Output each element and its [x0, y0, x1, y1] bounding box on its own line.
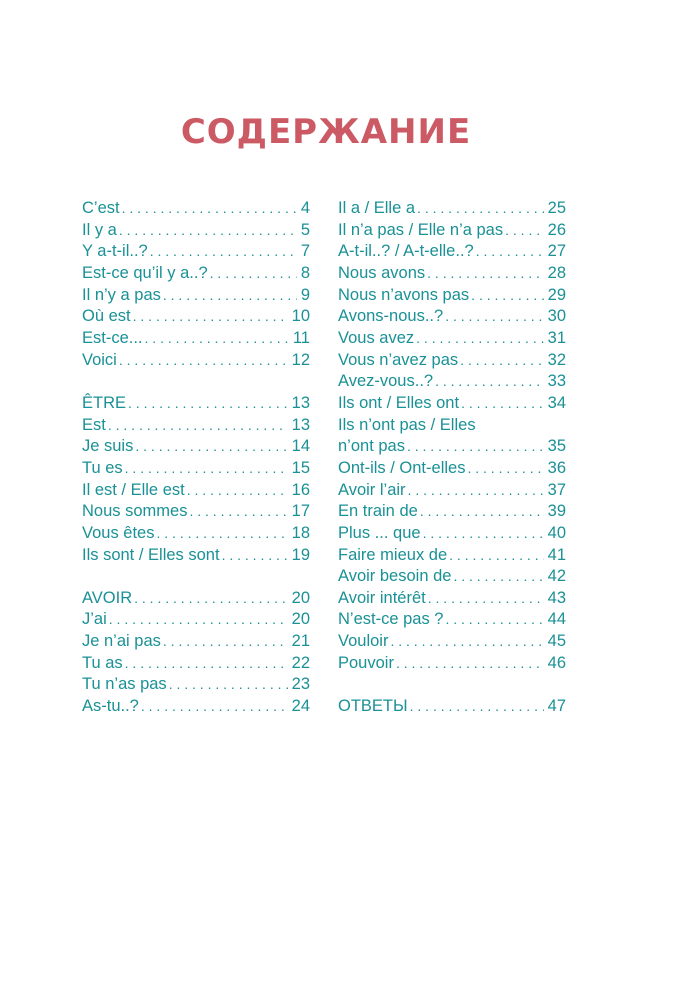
toc-entry-page: 10 [291, 307, 310, 326]
toc-dot-leader [435, 371, 544, 393]
toc-entry-page: 12 [291, 350, 310, 369]
toc-entry-label: Je suis [82, 437, 134, 456]
toc-entry[interactable] [82, 588, 310, 610]
toc-dot-leader [445, 609, 543, 631]
toc-entry-label: Je n’ai pas [82, 632, 161, 651]
toc-column-right [338, 198, 566, 718]
toc-entry[interactable] [82, 545, 310, 567]
toc-entry[interactable] [82, 609, 310, 631]
toc-entry[interactable] [82, 306, 310, 328]
toc-dot-leader [417, 198, 544, 220]
toc-dot-leader [125, 458, 288, 480]
toc-dot-leader [134, 588, 288, 610]
toc-entry-label: Avons-nous..? [338, 307, 444, 326]
toc-entry-label: C’est [82, 199, 120, 217]
toc-entry[interactable] [338, 306, 566, 328]
toc-dot-leader [169, 674, 288, 696]
toc-entry[interactable] [338, 458, 566, 480]
toc-entry-page: 43 [547, 588, 566, 607]
toc-entry-label: A-t-il..? / A-t-elle..? [338, 242, 474, 261]
toc-dot-leader [109, 609, 288, 631]
toc-entry-page: 23 [291, 675, 310, 694]
toc-entry-label: Est [82, 415, 106, 434]
toc-dot-leader [423, 523, 544, 545]
toc-entry-label: Il y a [82, 220, 117, 239]
toc-entry[interactable] [82, 350, 310, 372]
toc-dot-leader [135, 436, 287, 458]
toc-dot-leader [222, 545, 288, 567]
toc-dot-leader [476, 241, 544, 263]
toc-entry[interactable] [338, 198, 566, 220]
toc-entry-page: 4 [300, 199, 310, 217]
toc-entry-label: Avoir l’air [338, 480, 406, 499]
toc-entry-page: 46 [547, 653, 566, 672]
toc-entry-label: Ont-ils / Ont-elles [338, 458, 466, 477]
toc-entry[interactable] [82, 263, 310, 285]
toc-entry-label: Où est [82, 307, 131, 326]
toc-section-gap [82, 566, 310, 588]
toc-entry[interactable] [338, 523, 566, 545]
toc-entry[interactable] [338, 350, 566, 372]
toc-entry-page: 19 [291, 545, 310, 564]
toc-entry-page: 29 [547, 285, 566, 304]
toc-dot-leader [427, 263, 544, 285]
toc-entry-page: 37 [547, 480, 566, 499]
toc-dot-leader [150, 241, 297, 263]
toc-entry-label: Est-ce qu’il y a..? [82, 263, 208, 282]
toc-dot-leader [141, 696, 288, 718]
toc-dot-leader [163, 285, 297, 307]
toc-entry[interactable] [82, 328, 310, 350]
toc-dot-leader [416, 328, 544, 350]
toc-entry[interactable] [82, 501, 310, 523]
toc-entry-label: Avez-vous..? [338, 372, 434, 391]
toc-dot-leader [119, 220, 297, 242]
toc-entry[interactable] [338, 220, 566, 242]
toc-entry-label: Ils ont / Elles ont [338, 393, 460, 412]
toc-entry-page: 21 [291, 632, 310, 651]
toc-entry-label: Ils n’ont pas / Elles [338, 415, 476, 434]
toc-entry[interactable] [82, 523, 310, 545]
toc-entry[interactable] [338, 436, 566, 458]
toc-entry-page: 25 [547, 199, 566, 217]
toc-entry-page: 18 [291, 523, 310, 542]
toc-entry-label: ОТВЕТЫ [338, 697, 408, 716]
toc-entry-label: Vouloir [338, 632, 389, 651]
toc-entry-page: 26 [547, 220, 566, 239]
toc-dot-leader [133, 306, 288, 328]
toc-dot-leader [163, 631, 288, 653]
toc-entry-page: 20 [291, 588, 310, 607]
toc-entry[interactable] [338, 241, 566, 263]
toc-entry[interactable] [82, 436, 310, 458]
toc-entry-page: 24 [291, 697, 310, 716]
toc-entry-label: Avoir intérêt [338, 588, 426, 607]
toc-entry-label: En train de [338, 502, 418, 521]
toc-entry-label: Nous avons [338, 263, 426, 282]
toc-entry-page: 40 [547, 523, 566, 542]
toc-entry-page: 15 [291, 458, 310, 477]
toc-dot-leader [156, 523, 287, 545]
toc-dot-leader [396, 653, 544, 675]
toc-entry-page: 11 [292, 328, 310, 347]
toc-entry-label: N’est-ce pas ? [338, 610, 444, 629]
toc-entry[interactable] [338, 285, 566, 307]
toc-entry-page: 13 [291, 393, 310, 412]
toc-entry-page: 34 [547, 393, 566, 412]
toc-entry-page: 32 [547, 350, 566, 369]
toc-entry[interactable] [338, 501, 566, 523]
toc-entry-label: Il a / Elle a [338, 199, 416, 217]
toc-entry-label: Il n’y a pas [82, 285, 161, 304]
toc-entry[interactable] [82, 198, 310, 220]
toc-dot-leader [122, 198, 297, 220]
toc-entry-label: n’ont pas [338, 437, 405, 456]
toc-entry[interactable] [82, 674, 310, 696]
toc-column-left [82, 198, 310, 718]
toc-entry-page: 30 [547, 307, 566, 326]
toc-dot-leader [408, 480, 544, 502]
toc-dot-leader [119, 350, 288, 372]
toc-entry[interactable] [82, 653, 310, 675]
toc-dot-leader [128, 393, 288, 415]
toc-entry[interactable] [82, 415, 310, 437]
toc-entry-page: 14 [291, 437, 310, 456]
toc-entry[interactable] [82, 696, 310, 718]
toc-entry-label: Tu es [82, 458, 123, 477]
toc-entry[interactable] [338, 371, 566, 393]
toc-entry-label: As-tu..? [82, 697, 139, 716]
toc-dot-leader [471, 285, 543, 307]
toc-entry-label: Nous sommes [82, 502, 188, 521]
toc-entry[interactable] [338, 415, 566, 437]
toc-entry-page: 5 [300, 220, 310, 239]
toc-entry-label: Plus ... que [338, 523, 421, 542]
toc-entry-page: 33 [547, 372, 566, 391]
toc-entry-page: 42 [547, 567, 566, 586]
toc-entry[interactable] [338, 588, 566, 610]
toc-entry-page: 27 [547, 242, 566, 261]
toc-dot-leader [467, 458, 543, 480]
toc-section-gap [338, 674, 566, 696]
toc-entry[interactable] [338, 545, 566, 567]
toc-entry-label: Vous n’avez pas [338, 350, 459, 369]
toc-entry-page: 13 [291, 415, 310, 434]
toc-entry-label: Il n’a pas / Elle n’a pas [338, 220, 504, 239]
toc-entry[interactable] [82, 241, 310, 263]
toc-entry[interactable] [82, 480, 310, 502]
toc-entry-label: Faire mieux de [338, 545, 448, 564]
toc-entry-page: 39 [547, 502, 566, 521]
toc-entry[interactable] [338, 696, 566, 718]
page-title: СОДЕРЖАНИЕ [180, 112, 472, 152]
toc-entry-label: Tu n’as pas [82, 675, 167, 694]
toc-entry[interactable] [82, 631, 310, 653]
toc-entry[interactable] [338, 480, 566, 502]
toc-entry-page: 47 [547, 697, 566, 716]
toc-entry-page: 22 [291, 653, 310, 672]
toc-dot-leader [453, 566, 543, 588]
toc-entry[interactable] [338, 566, 566, 588]
toc-entry[interactable] [82, 393, 310, 415]
toc-dot-leader [145, 328, 289, 350]
toc-entry-page: 9 [300, 285, 310, 304]
toc-entry-label: Ils sont / Elles sont [82, 545, 220, 564]
toc-section-gap [82, 371, 310, 393]
toc-entry[interactable] [338, 631, 566, 653]
toc-entry[interactable] [82, 458, 310, 480]
toc-dot-leader [189, 501, 287, 523]
toc-dot-leader [428, 588, 544, 610]
toc-entry[interactable] [338, 393, 566, 415]
toc-dot-leader [460, 350, 543, 372]
toc-entry-label: Vous avez [338, 328, 415, 347]
toc-dot-leader [187, 480, 288, 502]
toc-entry-label: Y a-t-il..? [82, 242, 148, 261]
toc-entry-page: 44 [547, 610, 566, 629]
toc-entry[interactable] [82, 220, 310, 242]
toc-entry-label: ÊTRE [82, 393, 127, 412]
toc-entry-label: Est-ce... [82, 328, 143, 347]
toc-dot-leader [505, 220, 544, 242]
toc-dot-leader [410, 696, 544, 718]
toc-entry-page: 45 [547, 632, 566, 651]
toc-dot-leader [420, 501, 544, 523]
toc-dot-leader [108, 415, 288, 437]
toc-entry-page: 8 [300, 263, 310, 282]
toc-dot-leader [125, 653, 288, 675]
toc-entry[interactable] [338, 653, 566, 675]
toc-entry-label: Pouvoir [338, 653, 394, 672]
toc-dot-leader [407, 436, 544, 458]
toc-entry-page: 28 [547, 263, 566, 282]
toc-entry[interactable] [338, 328, 566, 350]
toc-entry-page: 31 [547, 328, 566, 347]
toc-entry-label: Tu as [82, 653, 123, 672]
toc-entry-page: 17 [291, 502, 310, 521]
toc-entry-page: 20 [291, 610, 310, 629]
toc-entry-label: Il est / Elle est [82, 480, 185, 499]
toc-entry-label: AVOIR [82, 588, 133, 607]
toc-dot-leader [449, 545, 544, 567]
toc-dot-leader [210, 263, 297, 285]
toc-entry-label: Nous n’avons pas [338, 285, 470, 304]
toc-entry[interactable] [82, 285, 310, 307]
toc-entry-page: 36 [547, 458, 566, 477]
toc-dot-leader [445, 306, 543, 328]
toc-entry[interactable] [338, 609, 566, 631]
toc-dot-leader [390, 631, 543, 653]
toc-entry-label: J’ai [82, 610, 107, 629]
toc-dot-leader [461, 393, 544, 415]
toc-entry-label: Vous êtes [82, 523, 155, 542]
toc-entry-page: 7 [300, 242, 310, 261]
toc-entry-label: Avoir besoin de [338, 567, 452, 586]
toc-entry-label: Voici [82, 350, 117, 369]
toc-entry-page: 16 [291, 480, 310, 499]
toc-entry[interactable] [338, 263, 566, 285]
toc-entry-page: 35 [547, 437, 566, 456]
toc-entry-page: 41 [547, 545, 566, 564]
